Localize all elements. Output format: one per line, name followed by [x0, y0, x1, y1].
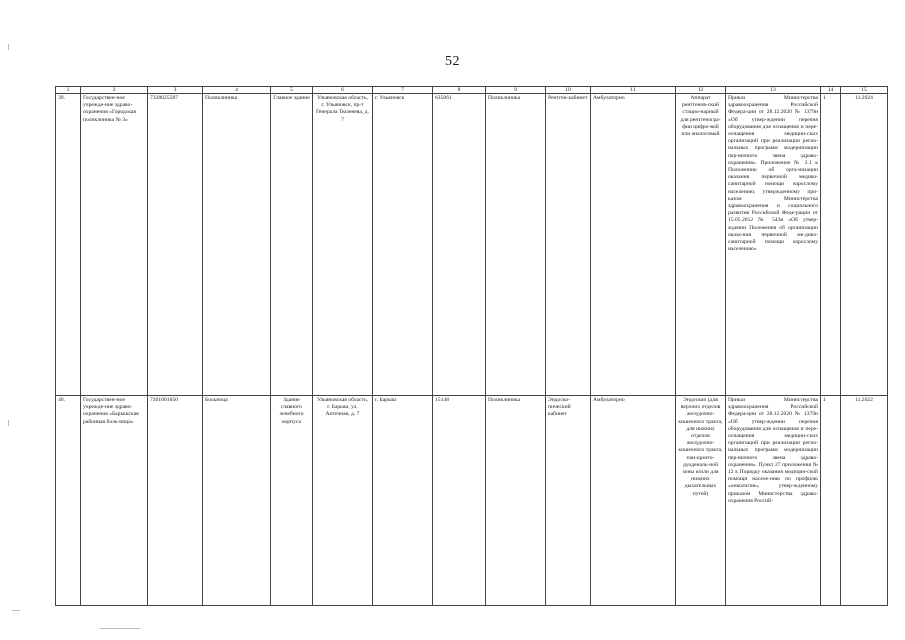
column-number: 9 — [486, 87, 546, 94]
building: Здание главного лечебного корпуса — [271, 396, 313, 606]
margin-mark — [12, 610, 20, 611]
column-number: 3 — [148, 87, 203, 94]
column-number: 14 — [821, 87, 841, 94]
table-row — [56, 396, 888, 606]
care-conditions: Амбулаторно — [591, 396, 676, 606]
building: Главное здание — [271, 94, 313, 396]
column-number: 1 — [56, 87, 81, 94]
margin-mark — [8, 420, 9, 426]
unit: Поликлиника — [486, 396, 546, 606]
equipment-table — [55, 86, 888, 606]
room: Рентген-кабинет — [546, 94, 591, 396]
equipment-name: Аппарат рентгенов-ский стацио-нарный для рентгеногра-фии цифро-вой или аналоговый — [676, 94, 726, 396]
address: Ульяновская область, г. Барыш, ул. Аптечная, д. 7 — [313, 396, 373, 606]
city: г. Ульяновск — [373, 94, 433, 396]
room: Эндоско-пический кабинет — [546, 396, 591, 606]
column-number: 5 — [271, 87, 313, 94]
margin-mark — [8, 44, 9, 50]
legal-basis: Приказ Министерства здравоохранения Российской Федера-ции от 28.12.2020 № 1379н «Об утвер-ждении перечня оборудования для оснащения и пере-оснащения медицин-ских организаций при реализации регио-нальных программ модернизации пер-вичного звена здраво-охранения». Пункт 27 приложения № 12 к Порядку оказания медицин-ской помощи населе-нию по профилю «онкология», утвер-жденному приказом Министерства здраво-охранения Россий- — [726, 396, 821, 606]
table-row — [56, 94, 888, 396]
delivery-date: 11.2024 — [841, 94, 888, 396]
delivery-date: 11.2022 — [841, 396, 888, 606]
inn: 7328025587 — [148, 94, 203, 396]
page-number: 52 — [445, 54, 460, 69]
column-number: 15 — [841, 87, 888, 94]
oktmo-code: 15148 — [433, 396, 486, 606]
facility-type: Больница — [203, 396, 271, 606]
row-number: 40. — [56, 396, 81, 606]
unit: Поликлиника — [486, 94, 546, 396]
column-number: 12 — [676, 87, 726, 94]
column-number: 4 — [203, 87, 271, 94]
column-number: 13 — [726, 87, 821, 94]
organization-name: Государствен-ное учрежде-ние здраво-охранения «Городская поликлиника № 3» — [81, 94, 148, 396]
column-number: 6 — [313, 87, 373, 94]
column-number: 11 — [591, 87, 676, 94]
column-number: 10 — [546, 87, 591, 94]
column-number: 7 — [373, 87, 433, 94]
care-conditions: Амбулаторно — [591, 94, 676, 396]
address: Ульяновская область, г. Ульяновск, пр-т Генерала Тюленева, д. 7 — [313, 94, 373, 396]
column-number: 2 — [81, 87, 148, 94]
quantity: 1 — [821, 396, 841, 606]
organization-name: Государствен-ное учрежде-ние здраво-охранения «Барышская районная боль-ница» — [81, 396, 148, 606]
column-number-row — [56, 87, 888, 94]
quantity: 1 — [821, 94, 841, 396]
column-number: 8 — [433, 87, 486, 94]
city: г. Барыш — [373, 396, 433, 606]
oktmo-code: 635061 — [433, 94, 486, 396]
facility-type: Поликлиника — [203, 94, 271, 396]
equipment-name: Эндоскоп (для верхних отделов желудочно-кишечного тракта, для нижних отделов желудочно-кишечного тракта, пан-креато-дуоденаль-ной зоны и/или для нижних дыхательных путей) — [676, 396, 726, 606]
inn: 7301001650 — [148, 396, 203, 606]
margin-mark — [100, 628, 140, 629]
legal-basis: Приказ Министерства здравоохранения Российской Федера-ции от 28.12.2020 № 1379н «Об утвер-ждении перечня оборудования для оснащения и пере-оснащения медицин-ских организаций при реализации регио-нальных программ модернизации пер-вичного звена здраво-охранения». Приложение № 2.1 к Положению об орга-низации оказания первичной медико-санитарной помощи взрослому населению, утвержденному при-казом Министерства здравоохранения и социального развития Российской Феде-рации от 15.05.2012 № 543н «Об утвер-ждении Положения об организации оказа-ния первичной ме-дико-санитарной помощи взрослому населению» — [726, 94, 821, 396]
row-number: 39. — [56, 94, 81, 396]
